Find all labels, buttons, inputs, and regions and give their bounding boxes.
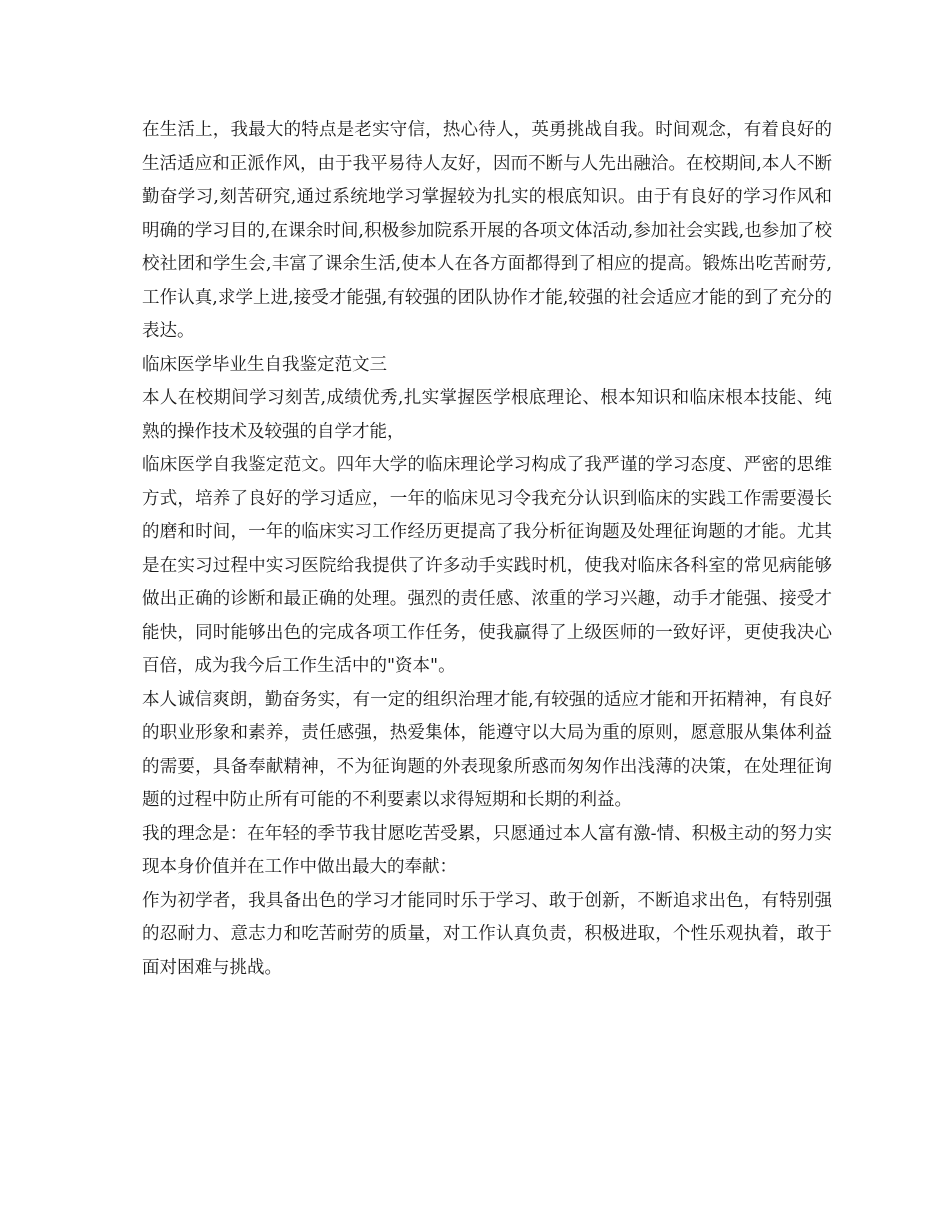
paragraph-personality: 本人诚信爽朗，勤奋务实，有一定的组织治理才能,有较强的适应才能和开拓精神，有良好的职业形象和素养，责任感强，热爱集体，能遵守以大局为重的原则，愿意服从集体利益的需要，具备奉献精神，不为征询题的外表现象所惑而匆匆作出浅薄的决策，在处理征询题的过程中防止所有可能的不利要素以求得短期和长期的利益。: [142, 689, 832, 810]
paragraph-school-study: 本人在校期间学习刻苦,成绩优秀,扎实掌握医学根底理论、根本知识和临床根本技能、纯熟的操作技术及较强的自学才能，: [142, 388, 832, 442]
paragraph-life-study: 在生活上，我最大的特点是老实守信，热心待人，英勇挑战自我。时间观念，有着良好的生活适应和正派作风，由于我平易待人友好，因而不断与人先出融洽。在校期间,本人不断勤奋学习,刻苦研究,通过系统地学习掌握较为扎实的根底知识。由于有良好的学习作风和明确的学习目的,在课余时间,积极参加院系开展的各项文体活动,参加社会实践,也参加了校校社团和学生会,丰富了课余生活,使本人在各方面都得到了相应的提高。锻炼出吃苦耐劳,工作认真,求学上进,接受才能强,有较强的团队协作才能,较强的社会适应才能的到了充分的表达。: [142, 120, 832, 341]
paragraph-clinical-practice: 临床医学自我鉴定范文。四年大学的临床理论学习构成了我严谨的学习态度、严密的思维方式，培养了良好的学习适应，一年的临床见习令我充分认识到临床的实践工作需要漫长的磨和时间，一年的临床实习工作经历更提高了我分析征询题及处理征询题的才能。尤其是在实习过程中实习医院给我提供了许多动手实践时机，使我对临床各科室的常见病能够做出正确的诊断和最正确的处理。强烈的责任感、浓重的学习兴趣，动手才能强、接受才能快，同时能够出色的完成各项工作任务，使我赢得了上级医师的一致好评，更使我决心百倍，成为我今后工作生活中的"资本"。: [142, 455, 832, 676]
document-body: [142, 114, 832, 985]
paragraph-beginner: 作为初学者，我具备出色的学习才能同时乐于学习、敢于创新，不断追求出色，有特别强的忍耐力、意志力和吃苦耐劳的质量，对工作认真负责，积极进取，个性乐观执着，敢于面对困难与挑战。: [142, 890, 832, 978]
paragraph-philosophy: 我的理念是：在年轻的季节我甘愿吃苦受累，只愿通过本人富有激-情、积极主动的努力实现本身价值并在工作中做出最大的奉献：: [142, 823, 832, 877]
section-heading: 临床医学毕业生自我鉴定范文三: [142, 354, 387, 375]
